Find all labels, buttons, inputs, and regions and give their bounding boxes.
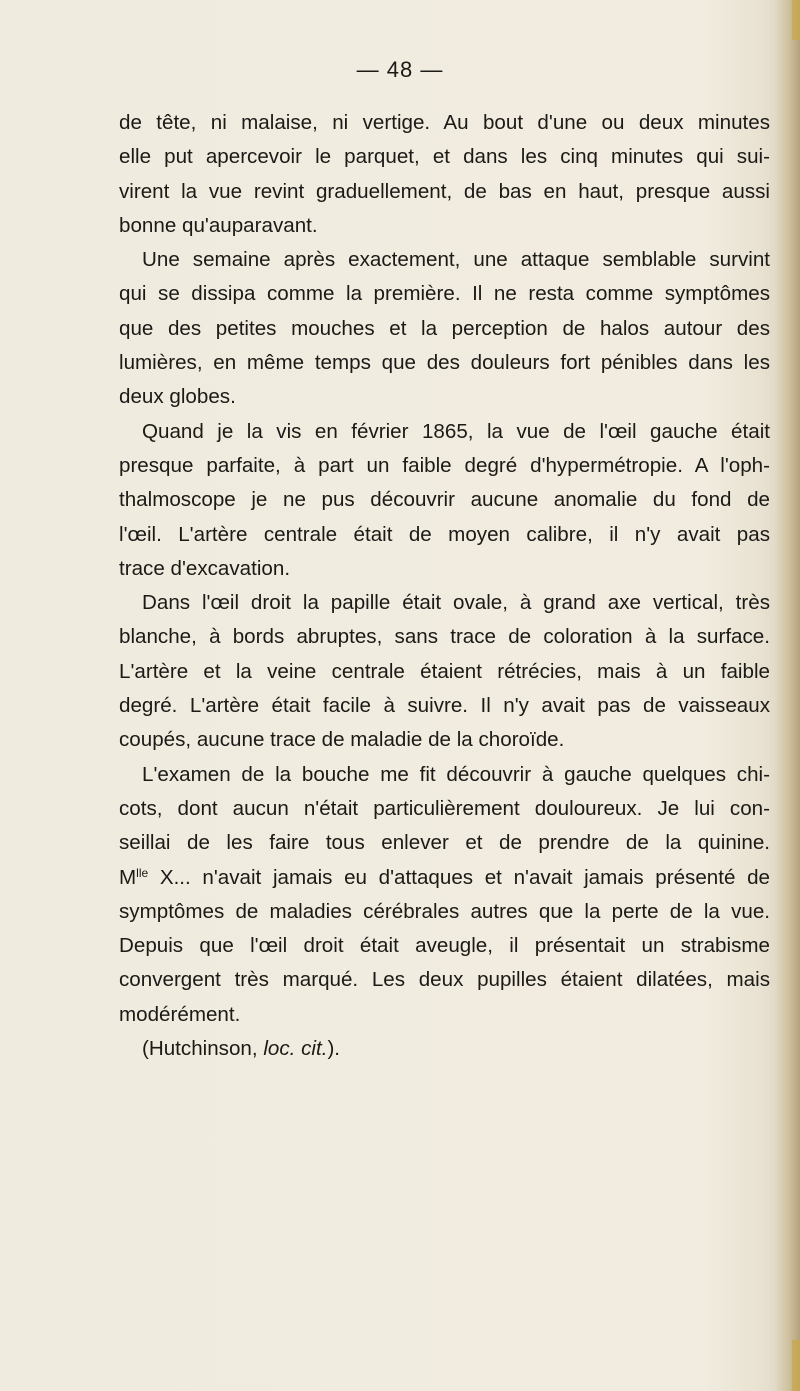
text-line: que des petites mouches et la perception de halos autour des	[119, 316, 770, 340]
text-line: deux globes.	[119, 385, 236, 409]
text-line: qui se dissipa comme la première. Il ne resta comme symptômes	[119, 282, 770, 306]
text-line: trace d'excavation.	[119, 556, 291, 580]
page-edge-shadow	[774, 0, 800, 1391]
body-text	[119, 106, 770, 1066]
text-line: Une semaine après exactement, une attaque semblable survint	[142, 248, 770, 272]
text-line: L'examen de la bouche me fit découvrir à gauche quelques chi-	[142, 762, 770, 786]
text-line: Dans l'œil droit la papille était ovale, à grand axe vertical, très	[142, 591, 770, 615]
text-line: bonne qu'auparavant.	[119, 213, 318, 237]
text-line: thalmoscope je ne pus découvrir aucune anomalie du fond de	[119, 488, 770, 512]
text-line: de tête, ni malaise, ni vertige. Au bout d'une ou deux minutes	[119, 111, 770, 134]
text-line: cots, dont aucun n'était particulièrement douloureux. Je lui con-	[119, 796, 770, 820]
text-line: L'artère et la veine centrale étaient rétrécies, mais à un faible	[119, 659, 770, 683]
text-line: (Hutchinson, loc. cit.).	[142, 1037, 341, 1061]
text-line: degré. L'artère était facile à suivre. Il n'y avait pas de vaisseaux	[119, 694, 770, 718]
text-line: Depuis que l'œil droit était aveugle, il présentait un strabisme	[119, 934, 770, 958]
text-line: lumières, en même temps que des douleurs fort pénibles dans les	[119, 351, 770, 375]
text-line: presque parfaite, à part un faible degré d'hypermétropie. A l'oph-	[119, 453, 770, 477]
text-line: Quand je la vis en février 1865, la vue de l'œil gauche était	[142, 419, 770, 443]
text-line: symptômes de maladies cérébrales autres que la perte de la vue.	[119, 899, 770, 923]
page-edge-mark	[792, 1340, 800, 1391]
text-line: $M^{lle}$ X... n'avait jamais eu d'attaques et n'avait jamais présenté de	[119, 865, 770, 889]
text-line: coupés, aucune trace de maladie de la choroïde.	[119, 728, 565, 752]
text-line: virent la vue revint graduellement, de bas en haut, presque aussi	[119, 179, 770, 203]
italic-citation: loc. cit.	[263, 1037, 328, 1061]
text-line: modérément.	[119, 1002, 241, 1026]
superscript: lle	[136, 865, 149, 880]
text-line: elle put apercevoir le parquet, et dans les cinq minutes qui sui-	[119, 145, 770, 169]
text-line: l'œil. L'artère centrale était de moyen calibre, il n'y avait pas	[119, 522, 770, 546]
text-line: seillai de les faire tous enlever et de prendre de la quinine.	[119, 831, 770, 855]
text-line: blanche, à bords abruptes, sans trace de coloration à la surface.	[119, 625, 770, 649]
text-line: convergent très marqué. Les deux pupilles étaient dilatées, mais	[119, 968, 770, 992]
page-number-header: — 48 —	[356, 57, 444, 82]
page-edge-mark	[792, 0, 800, 40]
